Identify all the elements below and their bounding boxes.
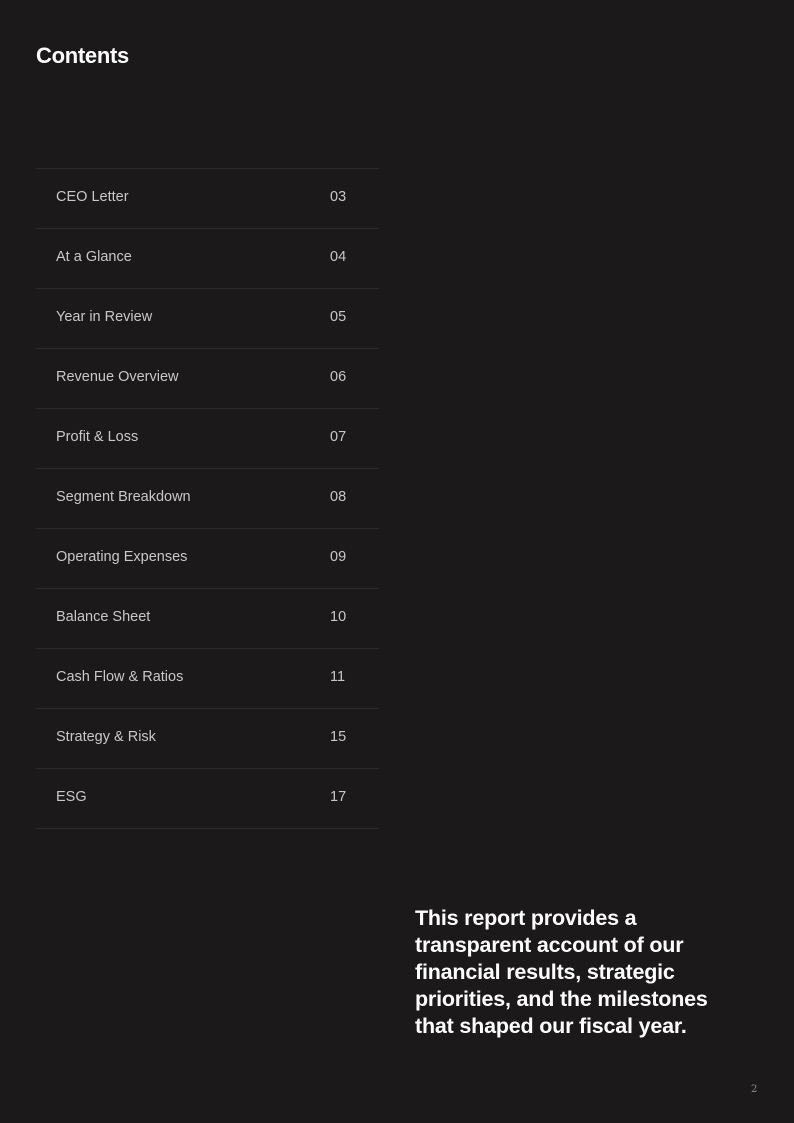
- toc-item-strategy-and-risk[interactable]: [36, 709, 379, 769]
- toc-item-page-number: 07: [330, 429, 347, 445]
- toc-item-operating-expenses[interactable]: [36, 529, 379, 589]
- toc-item-page-number: 03: [330, 189, 347, 205]
- intro-statement: This report provides a transparent account of our financial results, strategic priorities, and the milestones that shaped our fiscal year.: [415, 906, 708, 1038]
- toc-item-label: ESG: [56, 789, 87, 805]
- toc-item-page-number: 06: [330, 369, 347, 385]
- toc-item-esg[interactable]: [36, 769, 379, 829]
- toc-item-ceo-letter[interactable]: [36, 169, 379, 229]
- toc-item-year-in-review[interactable]: [36, 289, 379, 349]
- toc-item-label: CEO Letter: [56, 189, 129, 205]
- toc-item-cash-flow-and-ratios[interactable]: [36, 649, 379, 709]
- toc-item-label: Year in Review: [56, 309, 153, 325]
- toc-item-profit-and-loss[interactable]: [36, 409, 379, 469]
- toc-item-page-number: 11: [330, 669, 346, 685]
- toc-item-label: At a Glance: [56, 249, 132, 265]
- toc-item-balance-sheet[interactable]: [36, 589, 379, 649]
- toc-item-label: Balance Sheet: [56, 609, 151, 625]
- toc-item-label: Profit & Loss: [56, 429, 139, 445]
- toc-item-page-number: 10: [330, 609, 347, 625]
- toc-item-label: Revenue Overview: [56, 369, 179, 385]
- toc-item-segment-breakdown[interactable]: [36, 469, 379, 529]
- toc-item-label: Operating Expenses: [56, 549, 188, 565]
- toc-item-label: Segment Breakdown: [56, 489, 191, 505]
- toc-item-label: Cash Flow & Ratios: [56, 669, 184, 685]
- page-title: Contents: [36, 43, 129, 68]
- toc-item-page-number: 08: [330, 489, 347, 505]
- toc-item-page-number: 09: [330, 549, 347, 565]
- toc-item-label: Strategy & Risk: [56, 729, 156, 745]
- toc-item-revenue-overview[interactable]: [36, 349, 379, 409]
- toc-item-page-number: 15: [330, 729, 347, 745]
- page-number: 2: [751, 1084, 758, 1095]
- toc-item-page-number: 05: [330, 309, 347, 325]
- toc-item-page-number: 04: [330, 249, 347, 265]
- table-of-contents: [36, 168, 379, 829]
- toc-item-at-a-glance[interactable]: [36, 229, 379, 289]
- toc-item-page-number: 17: [330, 789, 347, 805]
